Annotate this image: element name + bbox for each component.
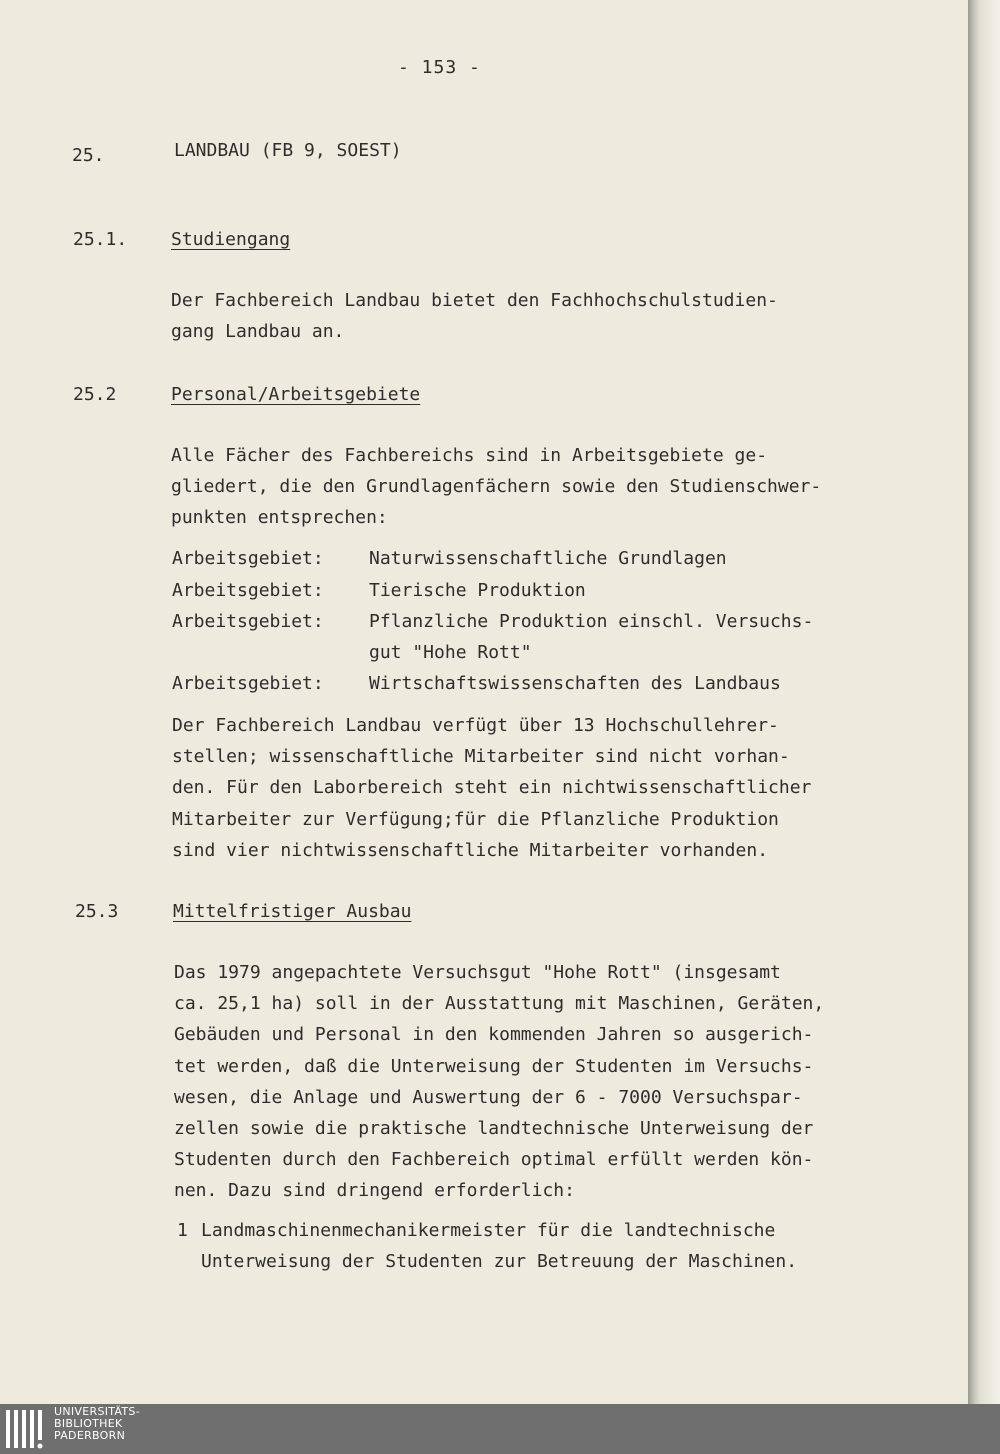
ausbau-paragraph (174, 957, 824, 1207)
library-name-line: BIBLIOTHEK (54, 1417, 123, 1430)
chapter-title: LANDBAU (FB 9, SOEST) (174, 140, 402, 161)
studiengang-paragraph (171, 285, 778, 347)
text-line: zellen sowie die praktische landtechnische Unterweisung der (174, 1118, 814, 1140)
text-line: Alle Fächer des Fachbereichs sind in Arbeitsgebiete ge- (171, 445, 768, 466)
text-line: gliedert, die den Grundlagenfächern sowie den Studienschwer- (171, 476, 822, 498)
text-line: gang Landbau an. (171, 321, 345, 343)
library-name-line: UNIVERSITÄTS- (54, 1405, 140, 1418)
section-heading-studiengang: Studiengang (171, 229, 291, 250)
area-label: Arbeitsgebiet: (172, 673, 324, 694)
list-item-number: 1 (177, 1220, 188, 1241)
library-logo-icon (4, 1406, 50, 1452)
text-line: ca. 25,1 ha) soll in der Ausstattung mit Maschinen, Geräten, (174, 993, 825, 1015)
text-line: Der Fachbereich Landbau verfügt über 13 Hochschullehrer- (172, 715, 779, 736)
text-line: punkten entsprechen: (171, 507, 388, 529)
text-line: den. Für den Laborbereich steht ein nichtwissenschaftlicher (172, 777, 812, 799)
text-line: Landmaschinenmechanikermeister für die landtechnische (201, 1220, 776, 1241)
section-number-25-1: 25.1. (73, 229, 128, 250)
area-label: Arbeitsgebiet: (172, 580, 324, 601)
area-label: Arbeitsgebiet: (172, 611, 324, 632)
page-number: - 153 - (398, 57, 481, 78)
text-line: Gebäuden und Personal in den kommenden Jahren so ausgerich- (174, 1024, 814, 1046)
area-value: Pflanzliche Produktion einschl. Versuchs- (369, 611, 814, 632)
text-line: Das 1979 angepachtete Versuchsgut "Hohe Rott" (insgesamt (174, 962, 781, 983)
area-value-continued: gut "Hohe Rott" (369, 642, 532, 663)
text-line: tet werden, daß die Unterweisung der Studenten im Versuchs- (174, 1055, 814, 1077)
text-line: wesen, die Anlage und Auswertung der 6 - 7000 Versuchspar- (174, 1086, 803, 1108)
section-heading-personal: Personal/Arbeitsgebiete (171, 384, 421, 405)
text-line: Studenten durch den Fachbereich optimal erfüllt werden kön- (174, 1149, 814, 1171)
section-number-25-2: 25.2 (73, 384, 117, 405)
library-footer-bar (0, 1404, 1000, 1454)
staff-paragraph (172, 710, 811, 866)
text-line: Mitarbeiter zur Verfügung;für die Pflanzliche Produktion (172, 808, 779, 830)
section-number-25-3: 25.3 (75, 901, 119, 922)
text-line: sind vier nichtwissenschaftliche Mitarbeiter vorhanden. (172, 839, 769, 861)
page-edge-shadow (968, 0, 1000, 1404)
area-label: Arbeitsgebiet: (172, 548, 324, 569)
library-name (54, 1406, 140, 1442)
area-value: Tierische Produktion (369, 580, 586, 601)
library-name-line: PADERBORN (54, 1429, 126, 1442)
text-line: Unterweisung der Studenten zur Betreuung der Maschinen. (201, 1251, 798, 1273)
text-line: nen. Dazu sind dringend erforderlich: (174, 1180, 575, 1202)
section-heading-ausbau: Mittelfristiger Ausbau (173, 901, 412, 922)
list-item-text (201, 1215, 797, 1277)
text-line: stellen; wissenschaftliche Mitarbeiter sind nicht vorhan- (172, 746, 790, 768)
area-value: Wirtschaftswissenschaften des Landbaus (369, 673, 781, 694)
text-line: Der Fachbereich Landbau bietet den Fachhochschulstudien- (171, 290, 778, 311)
chapter-number: 25. (72, 145, 105, 166)
area-value: Naturwissenschaftliche Grundlagen (369, 548, 727, 569)
personal-intro-paragraph (171, 440, 821, 534)
